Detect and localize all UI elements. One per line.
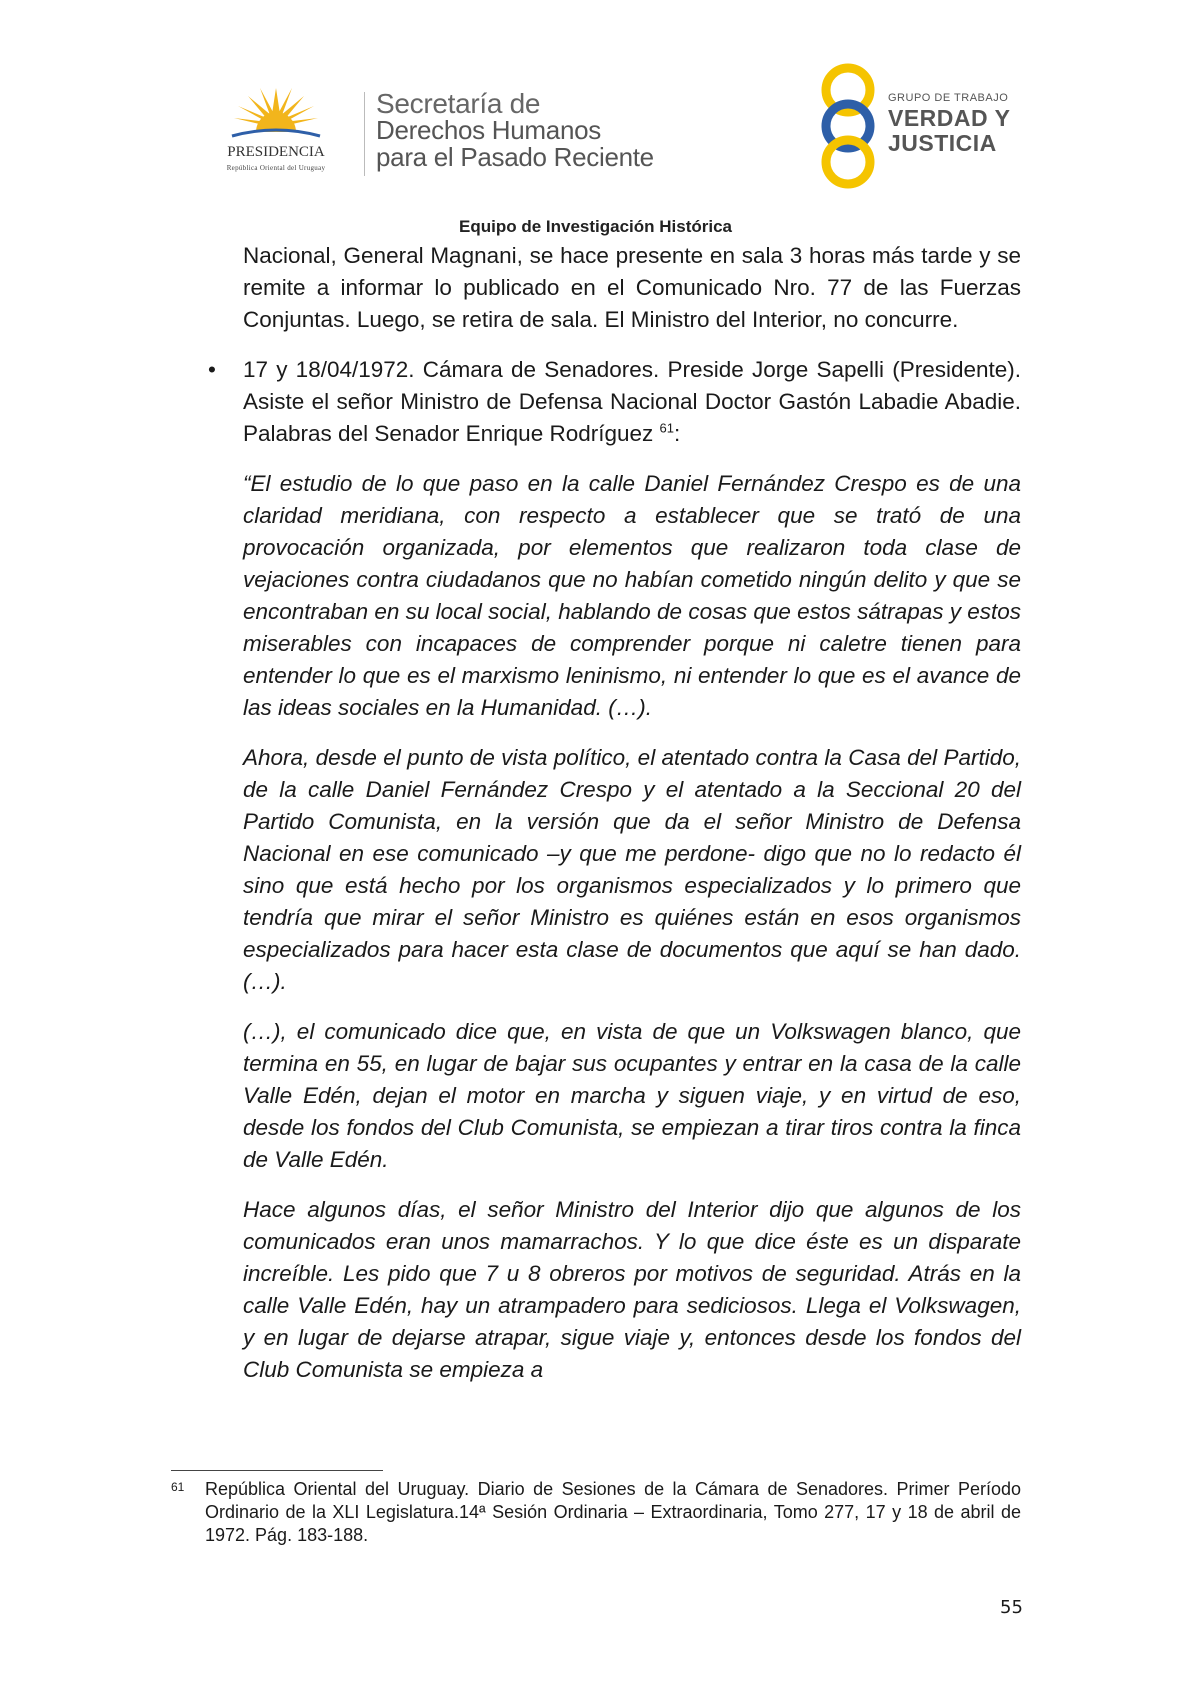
paragraph-1: Nacional, General Magnani, se hace presente en sala 3 horas más tarde y se remite a informar lo publicado en el Comunicado Nro. 77 de las Fuerzas Conjuntas. Luego, se retira de sala. El Ministro del Interior, no concurre. bbox=[243, 243, 1021, 332]
secretaria-line-3: para el Pasado Reciente bbox=[376, 142, 654, 172]
footnote bbox=[171, 1478, 1021, 1547]
footnote-rule bbox=[171, 1470, 383, 1471]
gtvj-small-text: GRUPO DE TRABAJO bbox=[888, 92, 1009, 104]
secretaria-line-2: Derechos Humanos bbox=[376, 115, 601, 145]
bullet-text: 17 y 18/04/1972. Cámara de Senadores. Preside Jorge Sapelli (Presidente). Asiste el señor Ministro de Defensa Nacional Doctor Gastón Labadie Abadie. Palabras del Senador Enrique Rodríguez bbox=[243, 357, 1021, 446]
bullet-symbol: • bbox=[208, 357, 216, 382]
footnote-ref[interactable]: 61 bbox=[659, 420, 674, 436]
gtvj-line-2: JUSTICIA bbox=[888, 130, 997, 156]
team-heading: Equipo de Investigación Histórica bbox=[459, 217, 732, 236]
footnote-text: República Oriental del Uruguay. Diario de Sesiones de la Cámara de Senadores. Primer Período Ordinario de la XLI Legislatura.14ª Sesión Ordinaria – Extraordinaria, Tomo 277, 17 y 18 de abril de 1972. Pág. 183-188. bbox=[205, 1479, 1021, 1545]
header-divider bbox=[364, 92, 365, 176]
verdad-justicia-logo bbox=[810, 62, 1030, 192]
secretaria-logo-text bbox=[376, 90, 654, 171]
bullet-end: : bbox=[673, 421, 681, 446]
page-number: 55 bbox=[1000, 1597, 1023, 1618]
gtvj-line-1: VERDAD Y bbox=[888, 105, 1011, 131]
rings-icon bbox=[810, 62, 890, 192]
quote-paragraph-2: Ahora, desde el punto de vista político, el atentado contra la Casa del Partido, de la calle Daniel Fernández Crespo y el atentado a la Seccional 20 del Partido Comunista, en la versión que da el señor Ministro de Defensa Nacional en ese comunicado –y que me perdone- digo que no lo redacto él sino que está hecho por los organismos especializados y lo primero que tendría que mirar el señor Ministro es quiénes están en esos organismos especializados para hacer esta clase de documentos que aquí se han dado. (…). bbox=[243, 745, 1021, 994]
sun-icon bbox=[228, 84, 324, 144]
bullet-item bbox=[208, 354, 1021, 450]
presidencia-subtitle: República Oriental del Uruguay bbox=[226, 164, 326, 172]
secretaria-line-1: Secretaría de bbox=[376, 88, 541, 119]
presidencia-logo bbox=[196, 84, 356, 174]
presidencia-name: PRESIDENCIA bbox=[227, 144, 325, 160]
quote-paragraph-4: Hace algunos días, el señor Ministro del Interior dijo que algunos de los comunicados eran unos mamarrachos. Y lo que dice éste es un disparate increíble. Les pido que 7 u 8 obreros por motivos de seguridad. Atrás en la calle Valle Edén, hay un atrampadero para sediciosos. Llega el Volkswagen, y en lugar de dejarse atrapar, sigue viaje y, entonces desde los fondos del Club Comunista se empieza a bbox=[243, 1197, 1021, 1382]
document-body bbox=[208, 240, 1021, 1404]
quote-paragraph-1: “El estudio de lo que paso en la calle Daniel Fernández Crespo es de una claridad meridiana, con respecto a establecer que se trató de una provocación organizada, por elementos que realizaron toda clase de vejaciones contra ciudadanos que no habían cometido ningún delito y que se encontraban en su local social, hablando de cosas que estos sátrapas y estos miserables con incapaces de comprender porque ni caletre tienen para entender lo que es el marxismo leninismo, ni entender lo que es el avance de las ideas sociales en la Humanidad. (…). bbox=[243, 471, 1021, 720]
footnote-number: 61 bbox=[171, 1480, 185, 1494]
quote-paragraph-3: (…), el comunicado dice que, en vista de que un Volkswagen blanco, que termina en 55, en lugar de bajar sus ocupantes y entrar en la casa de la calle Valle Edén, dejan el motor en marcha y siguen viaje, y en virtud de eso, desde los fondos del Club Comunista, se empiezan a tirar tiros contra la finca de Valle Edén. bbox=[243, 1019, 1021, 1172]
